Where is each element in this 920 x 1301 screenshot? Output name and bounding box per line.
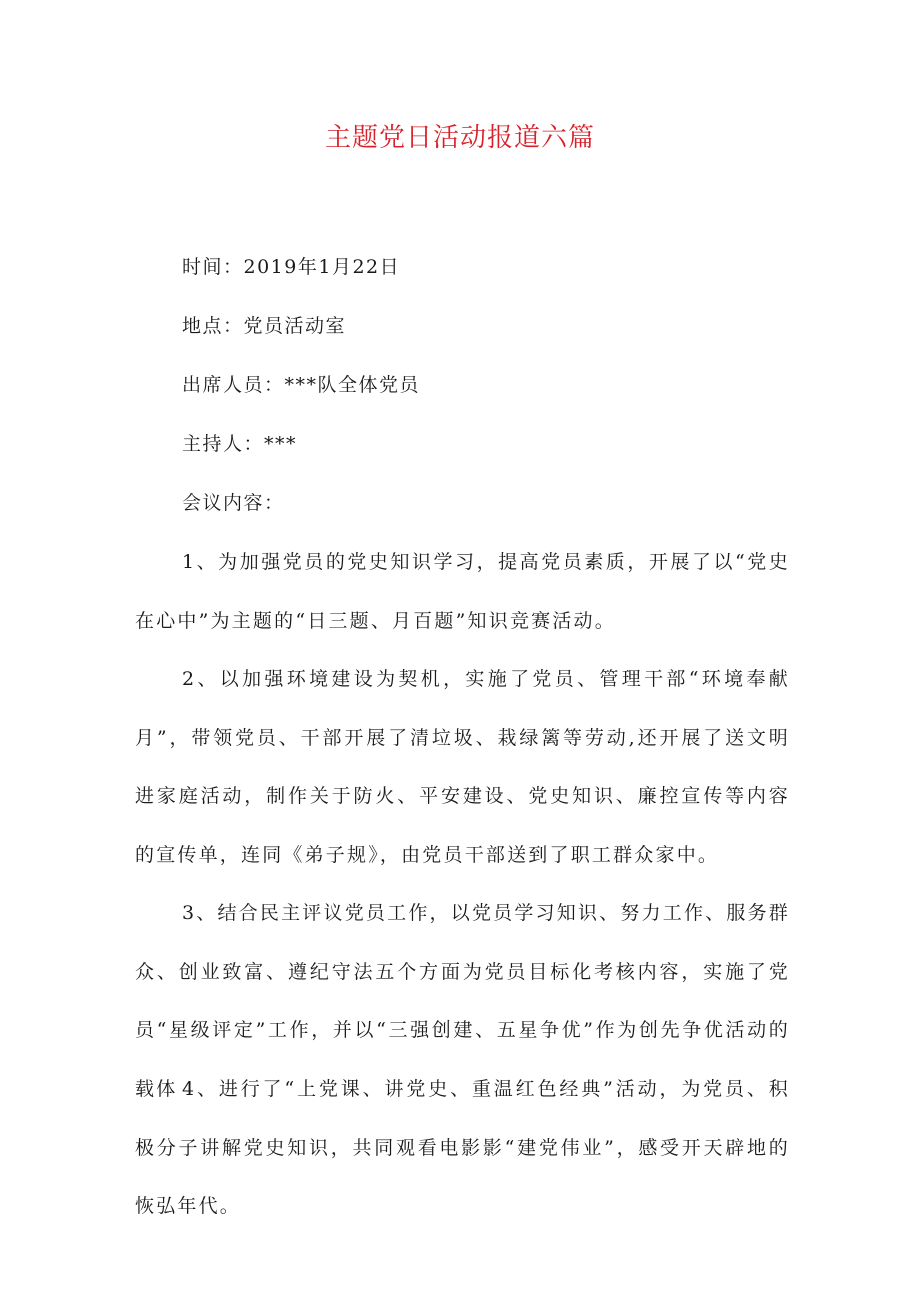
paragraph-4: 4、进行了“上党课、讲党史、重温红色经典”活动，为党员、积极分子讲解党史知识，共同观看电影影“建党伟业”，感受开天辟地的恢弘年代。 [135, 1078, 790, 1217]
paragraph-1: 1、为加强党员的党史知识学习，提高党员素质，开展了以“党史在心中”为主题的“日三题、月百题”知识竞赛活动。 [135, 551, 790, 632]
meeting-time: 时间：2019年1月22日 [182, 256, 401, 278]
document-title: 主题党日活动报道六篇 [324, 123, 595, 153]
paragraph-2: 2、以加强环境建设为契机，实施了党员、管理干部“环境奉献月”，带领党员、干部开展了清垃圾、栽绿篱等劳动,还开展了送文明进家庭活动，制作关于防火、平安建设、党史知识、廉控宣传等内容的宣传单，连同《弟子规》，由党员干部送到了职工群众家中。 [135, 668, 790, 866]
meeting-location: 地点：党员活动室 [182, 315, 347, 337]
paragraph-3: 3、结合民主评议党员工作，以党员学习知识、努力工作、服务群众、创业致富、遵纪守法五个方面为党员目标化考核内容，实施了党员“星级评定”工作，并以“三强创建、五星争优”作为创先争优活动的载体 [135, 902, 790, 1100]
meeting-attendees: 出席人员：***队全体党员 [182, 374, 421, 396]
meeting-content-label: 会议内容： [182, 492, 285, 514]
meeting-host: 主持人：*** [182, 433, 298, 455]
